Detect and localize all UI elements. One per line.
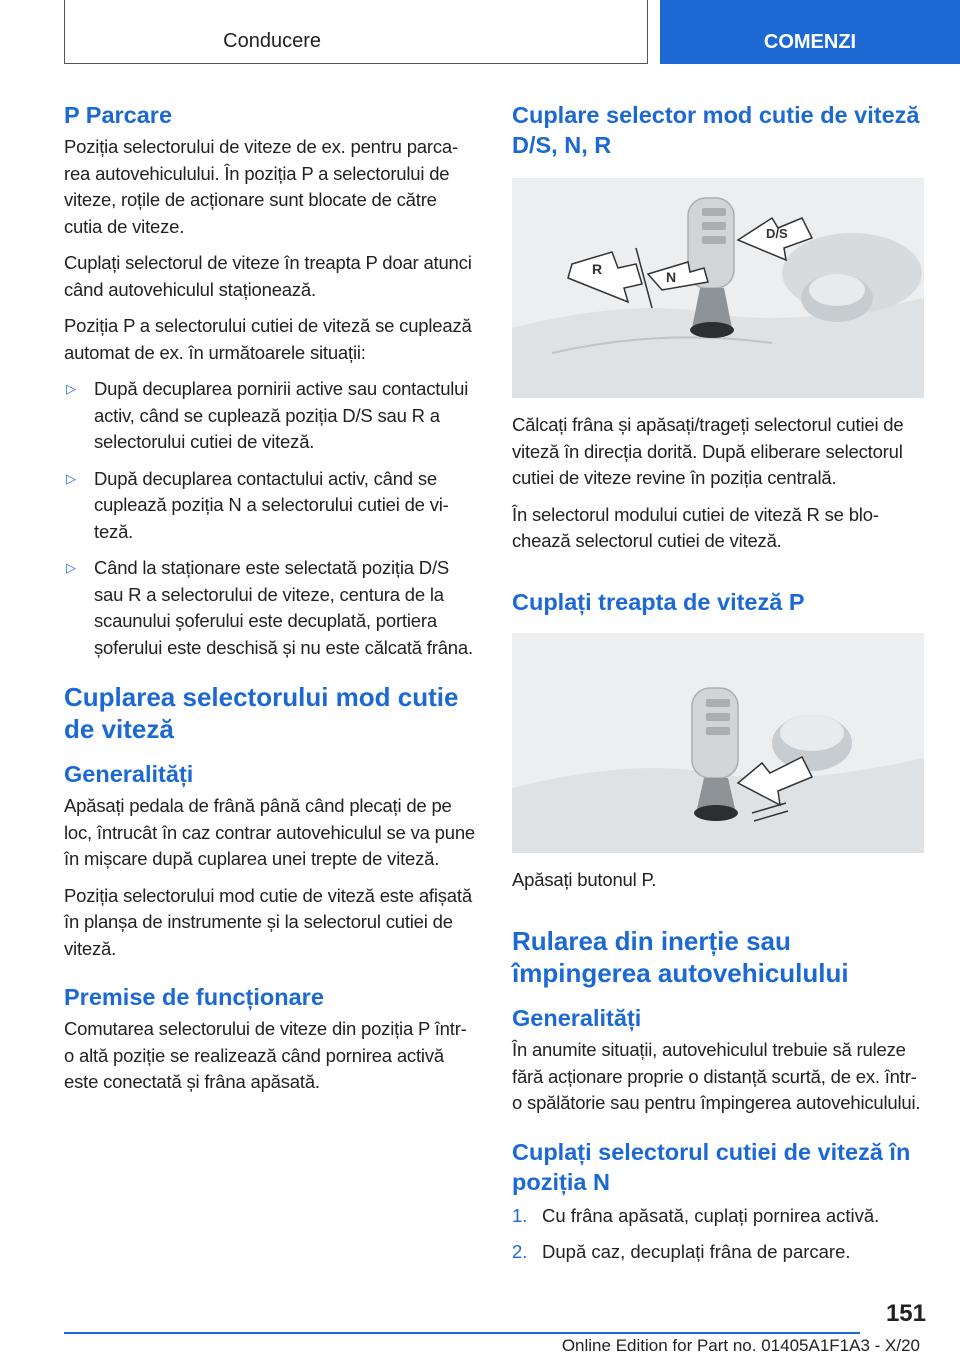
heading-rularea-din-inertie: Rularea din inerție sau împingerea autovehiculului [512,926,849,988]
paragraph: Poziția selectorului de viteze de ex. pentru parcarea autovehiculului. În poziția P a selectorului de viteze, roțile de acționare sunt blocate de către cutia de viteze. [64,136,459,237]
numbered-step-list [512,1203,924,1266]
paragraph: Apăsați pedala de frână până când plecați de pe loc, întrucât în caz contrar autovehiculul se va pune în mișcare după cuplarea unei trepte de viteză. [64,795,476,869]
page-number: 151 [885,1300,926,1327]
triangle-bullet-icon: ▷ [66,470,76,486]
footer-divider [64,1332,860,1334]
heading-generalitati: Generalități [64,761,194,787]
bullet-list [64,376,476,661]
heading-p-parcare: P Parcare [64,102,173,128]
heading-cuplarea-selectorului: Cuplarea selectorului mod cutie de viteză [64,682,459,744]
right-column [512,100,924,1276]
list-item: ▷ Când la staționare este selectată poziția D/S sau R a selectorului de viteze, centura de la scaunului șoferului este decuplată, portiera șoferului este deschisă și nu este călcată frâna. [66,557,473,658]
list-item: 2. După caz, decuplați frâna de parcare. [512,1241,851,1262]
heading-cuplare-selector: Cuplare selector mod cutie de viteză D/S, N, R [512,102,920,158]
header-chapter-label: COMENZI [763,31,857,53]
header-section-title: Conducere [223,30,321,52]
direction-label-n: N [666,269,677,285]
left-column [64,100,476,1106]
gear-selector-illustration [512,178,924,398]
park-button-illustration [512,633,924,853]
list-item: 1. Cu frâna apăsată, cuplați pornirea activă. [512,1204,880,1226]
triangle-bullet-icon: ▷ [66,560,76,575]
paragraph: În selectorul modului cutiei de viteză R se blochează selectorul cutiei de viteză. [512,503,879,551]
list-item: ▷ După decuplarea contactului activ, când se cuplează poziția N a selectorului cutiei de viteză. [66,467,449,542]
direction-label-r: R [592,261,603,277]
triangle-bullet-icon: ▷ [66,381,76,396]
heading-cuplati-treapta-p: Cuplați treapta de viteză P [512,588,805,615]
footer-edition: Online Edition for Part no. 01405A1F1A3 - X/20 [561,1336,920,1355]
gear-selector-directions-drawing [512,178,924,398]
paragraph: Călcați frâna și apăsați/trageți selectorul cutiei de viteză în direcția dorită. După eliberare selectorul cutiei de viteze revine în poziția centrală. [512,414,904,488]
paragraph: Poziția selectorului mod cutie de viteză este afișată în planșa de instrumente și la selectorul cutiei de viteză. [64,884,472,959]
list-item: ▷ După decuplarea pornirii active sau contactului activ, când se cuplează poziția D/S sau R a selectorului cutiei de viteză. [66,378,469,452]
paragraph: Poziția P a selectorului cutiei de viteză se cuplează automat de ex. în următoarele situații: [64,315,472,363]
heading-premise-de-functionare: Premise de funcționare [64,984,324,1010]
paragraph: Apăsați butonul P. [512,868,657,890]
park-button-drawing [512,633,924,853]
heading-cuplati-pozitia-n: Cuplați selectorul cutiei de viteză în poziția N [512,1138,911,1195]
paragraph: În anumite situații, autovehiculul trebuie să ruleze fără acționare proprie o distanță scurtă, de ex. într-o spălătorie sau pentru împingerea autovehiculului. [512,1039,921,1113]
heading-generalitati: Generalități [512,1005,642,1031]
paragraph: Comutarea selectorului de viteze din poziția P într-o altă poziție se realizează când pornirea activă este conectată și frâna apăsată. [64,1018,467,1092]
direction-label-ds: D/S [766,226,788,241]
paragraph: Cuplați selectorul de viteze în treapta P doar atunci când autovehiculul staționează. [64,252,472,300]
header-section-box [64,0,648,64]
header-chapter-tab[interactable] [660,0,960,64]
